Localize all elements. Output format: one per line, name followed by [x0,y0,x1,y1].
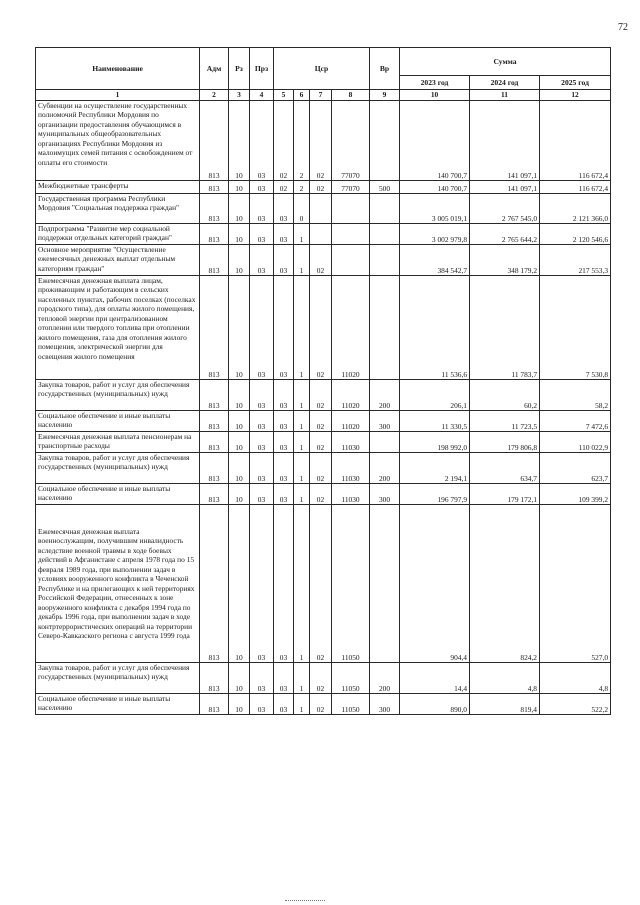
header-year-2025: 2025 год [540,76,611,90]
cell-vr [370,101,400,181]
table-row [36,411,611,432]
cell-vr: 200 [370,380,400,411]
cell-sum-2024: 348 179,2 [470,245,540,276]
col-number: 11 [470,90,540,101]
row-name: Основное мероприятие "Осуществление ежемесячных денежных выплат отдельным категориям граждан" [36,245,200,276]
cell-rz: 10 [229,663,250,694]
cell-tser-program: 02 [274,181,294,194]
cell-prz: 03 [250,411,274,432]
cell-adm: 813 [200,276,229,380]
cell-tser-subprogram: 1 [294,663,310,694]
cell-tser-program: 03 [274,484,294,505]
cell-tser-event: 02 [310,505,332,663]
cell-sum-2025: 217 553,3 [540,245,611,276]
cell-sum-2024: 11 783,7 [470,276,540,380]
col-number: 5 [274,90,294,101]
cell-rz: 10 [229,224,250,245]
cell-tser-direction: 11020 [332,380,370,411]
cell-tser-event: 02 [310,380,332,411]
row-name: Социальное обеспечение и иные выплаты населению [36,411,200,432]
cell-sum-2023: 2 194,1 [400,453,470,484]
cell-sum-2025: 4,8 [540,663,611,694]
cell-sum-2025: 527,0 [540,505,611,663]
table-row [36,194,611,224]
cell-vr: 300 [370,411,400,432]
cell-sum-2023: 890,0 [400,694,470,715]
column-number-row [36,90,611,101]
cell-sum-2025: 2 121 366,0 [540,194,611,224]
cell-rz: 10 [229,453,250,484]
cell-rz: 10 [229,194,250,224]
row-name: Социальное обеспечение и иные выплаты населению [36,484,200,505]
header-vr: Вр [370,48,400,90]
cell-sum-2024: 179 806,8 [470,432,540,453]
col-number: 3 [229,90,250,101]
row-name: Социальное обеспечение и иные выплаты населению [36,694,200,715]
cell-tser-program: 03 [274,505,294,663]
cell-prz: 03 [250,432,274,453]
cell-tser-program: 03 [274,432,294,453]
cell-sum-2025: 7 472,6 [540,411,611,432]
scan-artifact [285,900,325,902]
row-name: Закупка товаров, работ и услуг для обеспечения государственных (муниципальных) нужд [36,663,200,694]
cell-adm: 813 [200,101,229,181]
cell-tser-subprogram: 1 [294,245,310,276]
cell-prz: 03 [250,245,274,276]
table-row [36,101,611,181]
col-number: 7 [310,90,332,101]
cell-tser-direction [332,194,370,224]
table-row [36,663,611,694]
cell-tser-program: 03 [274,194,294,224]
cell-rz: 10 [229,505,250,663]
header-adm: Адм [200,48,229,90]
cell-sum-2024: 4,8 [470,663,540,694]
cell-tser-direction [332,245,370,276]
cell-tser-event [310,194,332,224]
cell-adm: 813 [200,224,229,245]
cell-sum-2023: 904,4 [400,505,470,663]
cell-adm: 813 [200,194,229,224]
cell-rz: 10 [229,411,250,432]
cell-prz: 03 [250,380,274,411]
cell-prz: 03 [250,101,274,181]
cell-tser-subprogram: 1 [294,411,310,432]
cell-prz: 03 [250,194,274,224]
cell-sum-2023: 140 700,7 [400,101,470,181]
cell-sum-2025: 623,7 [540,453,611,484]
cell-tser-subprogram: 1 [294,432,310,453]
cell-prz: 03 [250,224,274,245]
col-number: 10 [400,90,470,101]
cell-sum-2024: 819,4 [470,694,540,715]
row-name: Государственная программа Республики Мордовия "Социальная поддержка граждан" [36,194,200,224]
cell-rz: 10 [229,484,250,505]
cell-sum-2023: 198 992,0 [400,432,470,453]
table-row [36,505,611,663]
cell-tser-program: 03 [274,663,294,694]
cell-sum-2023: 11 536,6 [400,276,470,380]
cell-vr: 300 [370,484,400,505]
cell-prz: 03 [250,694,274,715]
cell-vr [370,432,400,453]
cell-tser-subprogram: 0 [294,194,310,224]
header-summa: Сумма [400,48,611,76]
cell-tser-program: 03 [274,453,294,484]
cell-rz: 10 [229,245,250,276]
cell-tser-subprogram: 1 [294,224,310,245]
cell-adm: 813 [200,505,229,663]
table-row [36,224,611,245]
row-name: Закупка товаров, работ и услуг для обеспечения государственных (муниципальных) нужд [36,453,200,484]
cell-vr [370,276,400,380]
cell-prz: 03 [250,276,274,380]
cell-prz: 03 [250,453,274,484]
cell-sum-2023: 3 002 979,8 [400,224,470,245]
cell-tser-event: 02 [310,663,332,694]
header-year-2024: 2024 год [470,76,540,90]
row-name: Закупка товаров, работ и услуг для обеспечения государственных (муниципальных) нужд [36,380,200,411]
cell-tser-event: 02 [310,245,332,276]
table-row [36,380,611,411]
budget-table [35,47,611,715]
cell-tser-subprogram: 2 [294,181,310,194]
cell-sum-2025: 7 530,8 [540,276,611,380]
cell-prz: 03 [250,663,274,694]
cell-tser-subprogram: 1 [294,484,310,505]
col-number: 12 [540,90,611,101]
cell-sum-2025: 110 022,9 [540,432,611,453]
table-row [36,245,611,276]
col-number: 2 [200,90,229,101]
cell-sum-2025: 109 399,2 [540,484,611,505]
cell-vr: 500 [370,181,400,194]
page-number: 72 [618,22,628,33]
cell-vr [370,505,400,663]
cell-tser-event: 02 [310,101,332,181]
cell-rz: 10 [229,694,250,715]
cell-vr: 200 [370,663,400,694]
cell-sum-2024: 2 767 545,0 [470,194,540,224]
header-year-2023: 2023 год [400,76,470,90]
header-name: Наименование [36,48,200,90]
cell-sum-2024: 11 723,5 [470,411,540,432]
cell-sum-2024: 60,2 [470,380,540,411]
cell-tser-event: 02 [310,181,332,194]
table-row [36,181,611,194]
row-name: Ежемесячная денежная выплата пенсионерам на транспортные расходы [36,432,200,453]
cell-tser-program: 03 [274,245,294,276]
cell-adm: 813 [200,245,229,276]
col-number: 8 [332,90,370,101]
cell-sum-2023: 11 330,5 [400,411,470,432]
cell-tser-event: 02 [310,276,332,380]
cell-adm: 813 [200,484,229,505]
table-row [36,432,611,453]
cell-tser-subprogram: 1 [294,694,310,715]
cell-tser-event: 02 [310,411,332,432]
cell-tser-subprogram: 2 [294,101,310,181]
cell-tser-subprogram: 1 [294,505,310,663]
col-number: 9 [370,90,400,101]
cell-tser-event: 02 [310,694,332,715]
cell-adm: 813 [200,453,229,484]
cell-tser-direction: 11030 [332,484,370,505]
cell-tser-direction: 77070 [332,181,370,194]
cell-prz: 03 [250,505,274,663]
cell-sum-2024: 141 097,1 [470,101,540,181]
cell-tser-program: 03 [274,694,294,715]
cell-tser-program: 03 [274,276,294,380]
cell-sum-2025: 116 672,4 [540,181,611,194]
table-body [36,101,611,715]
cell-adm: 813 [200,181,229,194]
table-row [36,694,611,715]
table-row [36,276,611,380]
cell-tser-direction: 11030 [332,453,370,484]
cell-vr: 200 [370,453,400,484]
cell-tser-direction: 77070 [332,101,370,181]
cell-rz: 10 [229,101,250,181]
row-name: Ежемесячная денежная выплата военнослужащим, получившим инвалидность вследствие военной травмы в ходе боевых действий в Афганистане с апреля 1978 года по 15 февраля 1989 года, при выполнении задач в условиях вооруженного конфликта в Чеченской Республике и на прилегающих к ней территориях Российской Федерации, отнесенных к зоне вооруженного конфликта с декабря 1994 года по декабрь 1996 года, при выполнении задач в ходе контртеррористических операций на территории Северо-Кавказского региона с августа 1999 года [36,505,200,663]
cell-adm: 813 [200,380,229,411]
cell-tser-direction: 11020 [332,411,370,432]
cell-sum-2023: 206,1 [400,380,470,411]
cell-vr [370,245,400,276]
cell-tser-program: 03 [274,224,294,245]
cell-sum-2023: 140 700,7 [400,181,470,194]
cell-rz: 10 [229,432,250,453]
cell-tser-event [310,224,332,245]
cell-tser-direction: 11020 [332,276,370,380]
cell-sum-2025: 522,2 [540,694,611,715]
cell-tser-direction: 11050 [332,505,370,663]
cell-adm: 813 [200,663,229,694]
cell-tser-direction [332,224,370,245]
cell-tser-event: 02 [310,453,332,484]
row-name: Ежемесячная денежная выплата лицам, проживающим и работающим в сельских населенных пунктах, рабочих поселках (поселках городского типа), для оплаты жилого помещения, тепловой энергии при централизованном отоплении или твердого топлива при отоплении жилого помещения, газа для отопления жилого помещения, электрической энергии для освещения жилого помещения [36,276,200,380]
cell-sum-2025: 2 120 546,6 [540,224,611,245]
cell-tser-direction: 11030 [332,432,370,453]
col-number: 6 [294,90,310,101]
cell-vr: 300 [370,694,400,715]
cell-sum-2024: 634,7 [470,453,540,484]
cell-tser-subprogram: 1 [294,276,310,380]
cell-prz: 03 [250,484,274,505]
cell-sum-2023: 3 005 019,1 [400,194,470,224]
cell-vr [370,224,400,245]
cell-tser-program: 02 [274,101,294,181]
cell-tser-direction: 11050 [332,663,370,694]
cell-prz: 03 [250,181,274,194]
col-number: 4 [250,90,274,101]
row-name: Подпрограмма "Развитие мер социальной поддержки отдельных категорий граждан" [36,224,200,245]
cell-vr [370,194,400,224]
cell-sum-2024: 179 172,1 [470,484,540,505]
cell-sum-2025: 116 672,4 [540,101,611,181]
header-rz: Рз [229,48,250,90]
cell-sum-2024: 824,2 [470,505,540,663]
cell-sum-2023: 14,4 [400,663,470,694]
cell-adm: 813 [200,694,229,715]
table-row [36,453,611,484]
cell-tser-event: 02 [310,484,332,505]
table-row [36,484,611,505]
cell-tser-subprogram: 1 [294,380,310,411]
cell-sum-2023: 196 797,9 [400,484,470,505]
row-name: Межбюджетные трансферты [36,181,200,194]
cell-tser-direction: 11050 [332,694,370,715]
cell-tser-subprogram: 1 [294,453,310,484]
cell-sum-2024: 141 097,1 [470,181,540,194]
col-number: 1 [36,90,200,101]
cell-tser-program: 03 [274,411,294,432]
cell-tser-event: 02 [310,432,332,453]
cell-tser-program: 03 [274,380,294,411]
cell-rz: 10 [229,276,250,380]
row-name: Субвенции на осуществление государственных полномочий Республики Мордовия по организации предоставления обучающимся в муниципальных общеобразовательных организациях Республики Мордовия из малоимущих семей питания с освобождением от оплаты его стоимости [36,101,200,181]
header-prz: Прз [250,48,274,90]
cell-sum-2024: 2 765 644,2 [470,224,540,245]
cell-sum-2023: 384 542,7 [400,245,470,276]
cell-rz: 10 [229,380,250,411]
cell-adm: 813 [200,432,229,453]
cell-rz: 10 [229,181,250,194]
header-tser: Цср [274,48,370,90]
cell-adm: 813 [200,411,229,432]
cell-sum-2025: 58,2 [540,380,611,411]
